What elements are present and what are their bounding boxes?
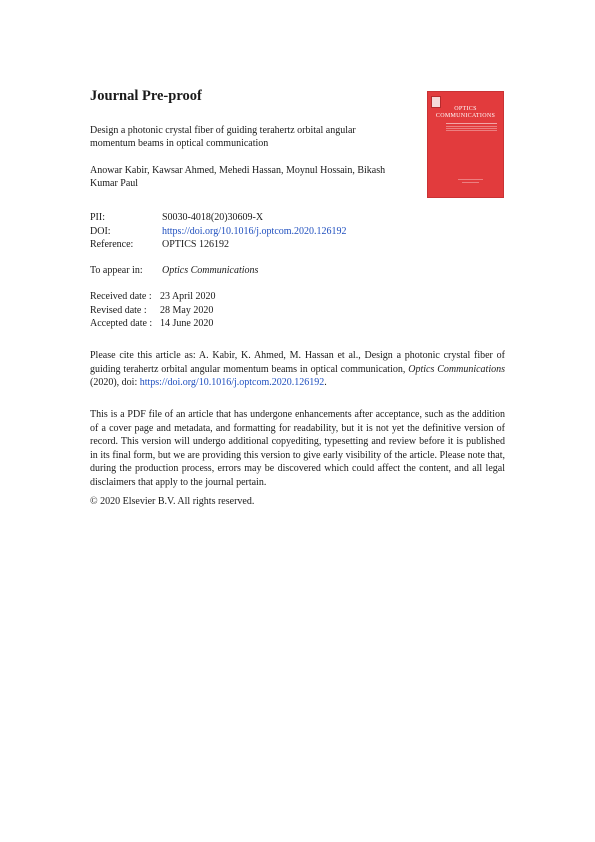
received-row — [90, 290, 410, 304]
citation-lead: Please cite this article as: A. Kabir, K. Ahmed, M. Hassan et al., Design a photonic crystal fiber of guiding terahertz orbital angular momentum beams in optical communication, — [90, 350, 505, 375]
revised-value: 28 May 2020 — [160, 304, 214, 316]
doi-label: DOI: — [90, 225, 111, 237]
accepted-row — [90, 317, 410, 331]
article-authors: Anowar Kabir, Kawsar Ahmed, Mehedi Hassan, Moynul Hossain, Bikash Kumar Paul — [90, 165, 386, 189]
pii-value: S0030-4018(20)30609-X — [162, 212, 264, 223]
citation-end: . — [324, 377, 327, 388]
citation-doi-link[interactable]: https://doi.org/10.1016/j.optcom.2020.126192 — [139, 377, 325, 388]
reference-row — [90, 238, 410, 252]
revised-row — [90, 304, 410, 318]
pre-proof-notice: This is a PDF file of an article that has undergone enhancements after acceptance, such as the addition of a cover page and metadata, and formatting for readability, but it is not yet the definitive version of record. This version will undergo additional copyediting, typesetting and review before it is published in its final form, but we are providing this version to give early visibility of the article. Please note that, during the production process, errors may be discovered which could affect the content, and all legal disclaimers that apply to the journal pertain. — [90, 409, 505, 488]
article-title: Design a photonic crystal fiber of guiding terahertz orbital angular momentum beams in optical communication — [90, 125, 356, 149]
appear-label: To appear in: — [90, 265, 143, 276]
appear-row — [90, 264, 410, 278]
pii-row — [90, 211, 410, 225]
citation-paragraph — [90, 349, 505, 390]
accepted-label: Accepted date : — [90, 318, 153, 329]
doi-link[interactable]: https://doi.org/10.1016/j.optcom.2020.126192 — [162, 225, 347, 237]
copyright-notice: © 2020 Elsevier B.V. All rights reserved. — [90, 496, 255, 507]
citation-journal: Optics Communications — [408, 363, 505, 375]
received-value: 23 April 2020 — [160, 291, 216, 302]
appear-journal: Optics Communications — [162, 265, 259, 276]
doi-row — [90, 225, 410, 239]
citation-mid: (2020), doi: — [90, 377, 140, 388]
dates-block — [90, 290, 410, 331]
cover-journal-name: OPTICS COMMUNICATIONS — [435, 106, 496, 119]
pii-label: PII: — [90, 212, 105, 223]
journal-cover-image — [427, 91, 504, 198]
appear-block — [90, 264, 410, 278]
reference-label: Reference: — [90, 239, 134, 250]
accepted-value: 14 June 2020 — [160, 318, 214, 329]
revised-label: Revised date : — [90, 304, 147, 316]
received-label: Received date : — [90, 291, 152, 302]
journal-pre-proof-heading: Journal Pre-proof — [90, 88, 202, 104]
reference-value: OPTICS 126192 — [162, 239, 229, 250]
identifiers-block — [90, 211, 410, 252]
